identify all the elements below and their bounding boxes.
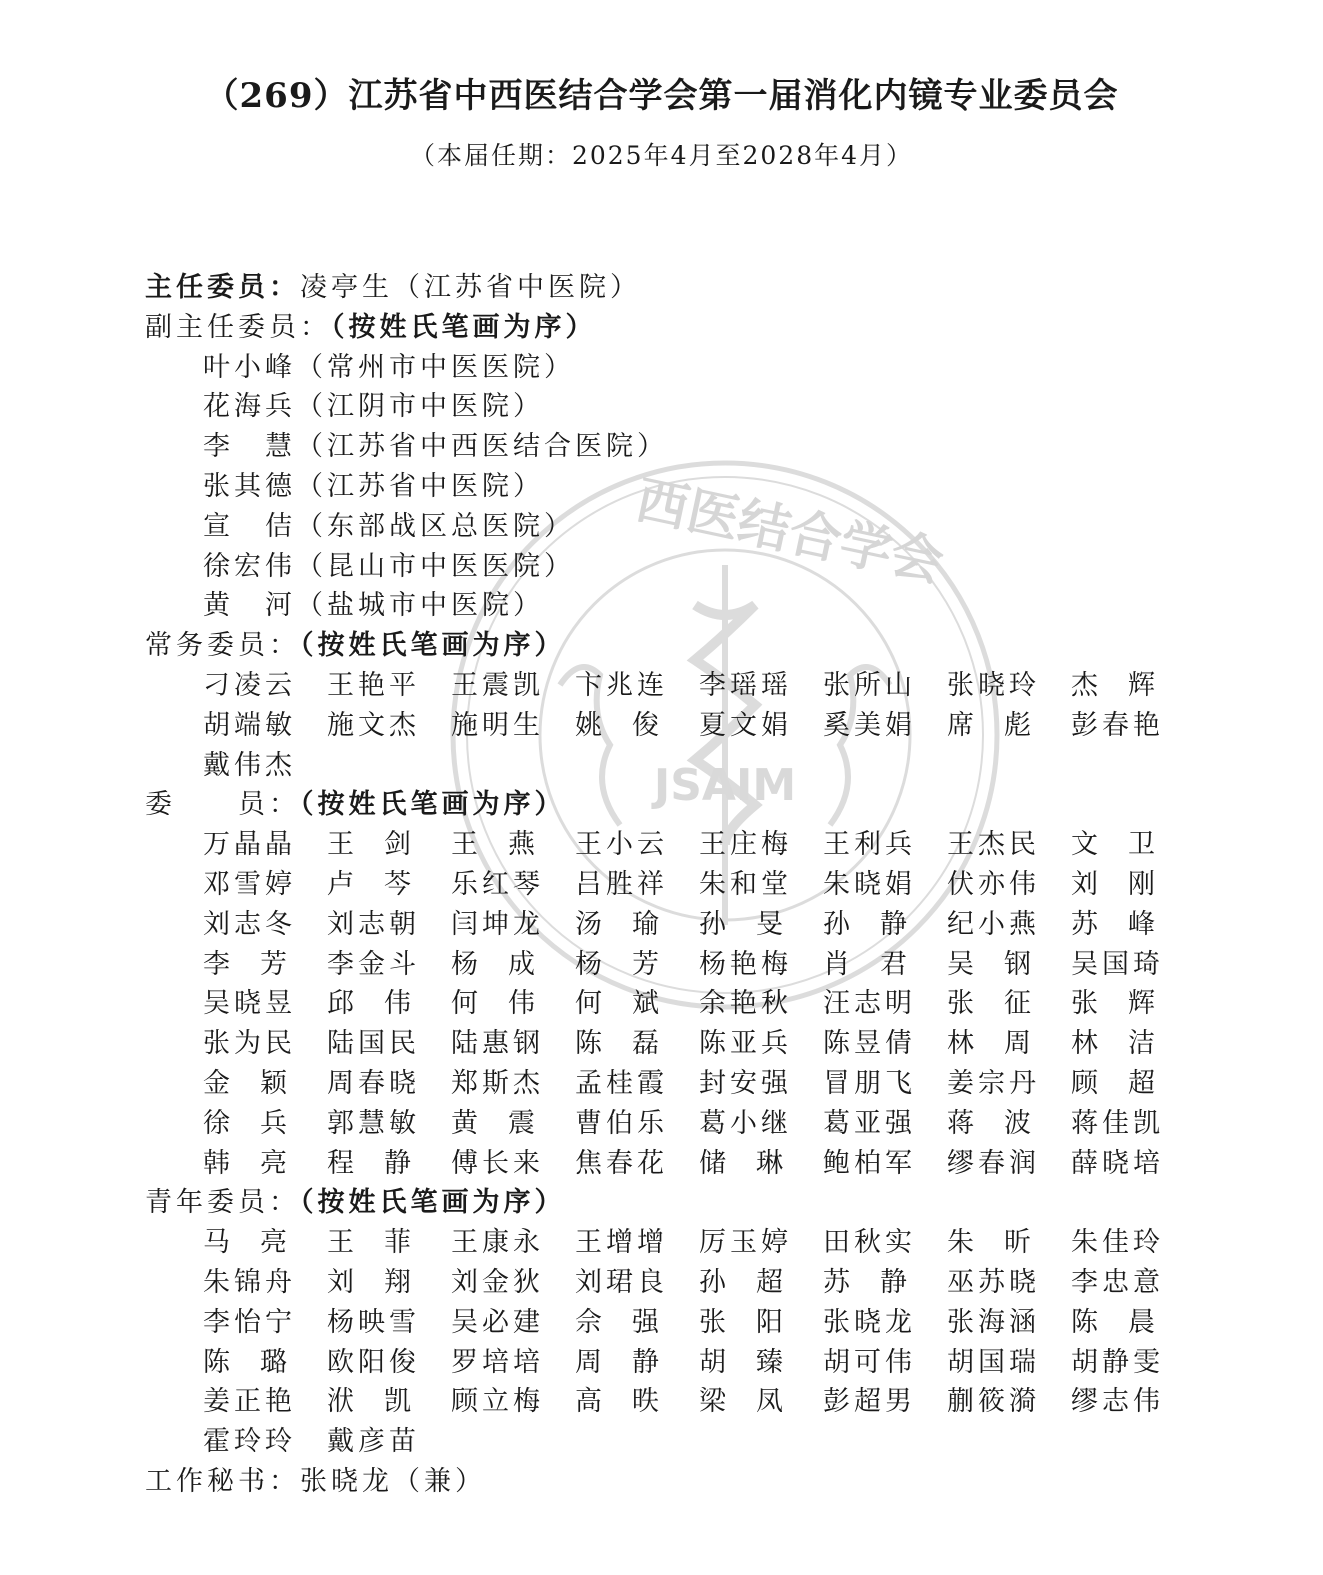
seal-abbr: JSAIM [653,760,797,811]
members-name: 蒋 佳 凯 [1071,1107,1164,1139]
youth-name: 刘 珺 良 [575,1266,668,1298]
page-title: （269）江苏省中西医结合学会第一届消化内镜专业委员会 [204,76,1119,116]
members-label: 委 员： [145,789,300,821]
members-name: 邱 伟 [327,988,415,1020]
members-name: 乐 红 琴 [451,868,544,900]
standing-name: 彭 春 艳 [1071,709,1164,741]
members-name: 王 庄 梅 [699,829,792,861]
standing-name: 刁 凌 云 [203,669,296,701]
youth-name: 李 忠 意 [1071,1266,1164,1298]
members-row [203,1064,1205,1104]
secretary-name: 张晓龙 [300,1465,393,1497]
members-name: 王 剑 [327,829,415,861]
members-name: 纪 小 燕 [947,908,1040,940]
members-name: 焦 春 花 [575,1147,668,1179]
members-name: 刘 刚 [1071,868,1159,900]
youth-row [203,1303,1205,1343]
members-name: 陈 昱 倩 [823,1028,916,1060]
youth-name: 厉 玉 婷 [699,1227,792,1259]
members-name: 孙 旻 [699,908,787,940]
members-row [203,825,1205,865]
vice-chair-name: 叶小峰 [203,351,296,383]
chair-label: 主任委员： [145,272,300,303]
standing-label: 常务委员： [145,630,300,662]
youth-name: 王 增 增 [575,1227,668,1259]
members-name: 林 洁 [1071,1028,1159,1060]
standing-grid [145,666,1205,785]
members-name: 刘 志 冬 [203,908,296,940]
youth-name: 苏 静 [823,1266,911,1298]
standing-name: 奚 美 娟 [823,709,916,741]
youth-name: 佘 强 [575,1306,663,1338]
vice-chair-name: 黄 河 [203,590,296,622]
members-row [203,984,1205,1024]
members-name: 金 颖 [203,1067,291,1099]
members-name: 冒 朋 飞 [823,1067,916,1099]
youth-name: 陈 晨 [1071,1306,1159,1338]
members-name: 徐 兵 [203,1107,291,1139]
youth-row [203,1382,1205,1422]
youth-name: 周 静 [575,1346,663,1378]
standing-name: 杰 辉 [1071,669,1159,701]
members-name: 傅 长 来 [451,1147,544,1179]
youth-name: 高 昳 [575,1386,663,1418]
youth-name: 欧 阳 俊 [327,1346,420,1378]
secretary-note: （兼） [393,1465,486,1497]
members-row [203,1024,1205,1064]
standing-name: 戴 伟 杰 [203,749,296,781]
youth-name: 罗 培 培 [451,1346,544,1378]
secretary-label: 工作秘书： [145,1465,300,1497]
members-name: 杨 芳 [575,948,663,980]
standing-row [203,706,1205,746]
members-row [203,865,1205,905]
members-name: 伏 亦 伟 [947,868,1040,900]
members-name: 缪 春 润 [947,1147,1040,1179]
vice-chair-org: （江阴市中医院） [296,391,544,423]
members-row [203,1104,1205,1144]
members-name: 万 晶 晶 [203,829,296,861]
members-name: 储 琳 [699,1147,787,1179]
members-name: 王 燕 [451,829,539,861]
youth-row [203,1343,1205,1383]
youth-name: 胡 国 瑞 [947,1346,1040,1378]
youth-row [203,1422,1205,1462]
members-name: 邓 雪 婷 [203,868,296,900]
standing-name: 施 明 生 [451,709,544,741]
members-note: （按姓氏笔画为序） [300,789,566,821]
vice-chair-name: 宣 佶 [203,510,296,542]
committee-list [145,268,1205,1502]
members-name: 姜 宗 丹 [947,1067,1040,1099]
secretary-line [145,1462,1205,1502]
standing-row [203,746,1205,786]
members-name: 周 春 晓 [327,1067,420,1099]
youth-name: 陈 璐 [203,1346,291,1378]
members-name: 鲍 柏 军 [823,1147,916,1179]
members-name: 吕 胜 祥 [575,868,668,900]
members-row [203,945,1205,985]
vice-chair-org: （昆山市中医医院） [296,550,575,582]
members-name: 刘 志 朝 [327,908,420,940]
youth-name: 戴 彦 苗 [327,1426,420,1458]
vice-chair-item [145,427,1205,467]
vice-chair-label: 副主任委员： [145,311,331,343]
members-name: 朱 和 堂 [699,868,792,900]
youth-name: 朱 昕 [947,1227,1035,1259]
vice-chair-note: （按姓氏笔画为序） [331,311,597,343]
members-name: 杨 艳 梅 [699,948,792,980]
members-name: 何 斌 [575,988,663,1020]
standing-name: 李 瑶 瑶 [699,669,792,701]
vice-chair-name: 徐宏伟 [203,550,296,582]
members-name: 封 安 强 [699,1067,792,1099]
vice-chair-item [145,507,1205,547]
vice-chair-item [145,467,1205,507]
members-row [203,905,1205,945]
members-name: 王 利 兵 [823,829,916,861]
standing-name: 夏 文 娟 [699,709,792,741]
youth-name: 巫 苏 晓 [947,1266,1040,1298]
vice-chair-org: （常州市中医医院） [296,351,575,383]
members-name: 黄 震 [451,1107,539,1139]
youth-name: 张 阳 [699,1306,787,1338]
members-name: 王 小 云 [575,829,668,861]
members-name: 郑 斯 杰 [451,1067,544,1099]
youth-grid [145,1223,1205,1462]
youth-name: 梁 凤 [699,1386,787,1418]
members-name: 闫 坤 龙 [451,908,544,940]
standing-row [203,666,1205,706]
members-name: 吴 钢 [947,948,1035,980]
youth-name: 朱 佳 玲 [1071,1227,1164,1259]
youth-name: 吴 必 建 [451,1306,544,1338]
members-grid [145,825,1205,1183]
vice-chair-item [145,586,1205,626]
members-name: 蒋 波 [947,1107,1035,1139]
youth-name: 刘 金 狄 [451,1266,544,1298]
youth-name: 马 亮 [203,1227,291,1259]
standing-heading [145,626,1205,666]
standing-name: 胡 端 敏 [203,709,296,741]
youth-row [203,1223,1205,1263]
members-name: 杨 成 [451,948,539,980]
members-name: 汤 瑜 [575,908,663,940]
youth-name: 孙 超 [699,1266,787,1298]
standing-name: 席 彪 [947,709,1035,741]
members-name: 孙 静 [823,908,911,940]
vice-chair-org: （江苏省中西医结合医院） [296,431,668,463]
youth-name: 朱 锦 舟 [203,1266,296,1298]
members-name: 吴 晓 昱 [203,988,296,1020]
vice-chair-heading [145,308,1205,348]
youth-name: 胡 可 伟 [823,1346,916,1378]
seal-text: 西医结合学会 [630,470,949,594]
standing-name: 施 文 杰 [327,709,420,741]
youth-name: 蒯 筱 漪 [947,1386,1040,1418]
chair-name: 凌亭生 [300,272,393,303]
vice-chair-name: 花海兵 [203,391,296,423]
youth-name: 李 怡 宁 [203,1306,296,1338]
members-name: 苏 峰 [1071,908,1159,940]
members-name: 张 辉 [1071,988,1159,1020]
members-name: 朱 晓 娟 [823,868,916,900]
chair-line [145,268,1205,308]
youth-name: 王 菲 [327,1227,415,1259]
vice-chair-list [145,348,1205,627]
members-name: 陈 磊 [575,1028,663,1060]
members-name: 陈 亚 兵 [699,1028,792,1060]
members-name: 陆 国 民 [327,1028,420,1060]
standing-name: 姚 俊 [575,709,663,741]
members-name: 汪 志 明 [823,988,916,1020]
youth-name: 顾 立 梅 [451,1386,544,1418]
members-name: 卢 芩 [327,868,415,900]
chair-org: （江苏省中医院） [393,272,641,303]
vice-chair-item [145,547,1205,587]
youth-name: 刘 翔 [327,1266,415,1298]
youth-name: 田 秋 实 [823,1227,916,1259]
members-name: 孟 桂 霞 [575,1067,668,1099]
youth-name: 张 晓 龙 [823,1306,916,1338]
members-heading [145,785,1205,825]
vice-chair-name: 张其德 [203,470,296,502]
members-name: 郭 慧 敏 [327,1107,420,1139]
youth-note: （按姓氏笔画为序） [300,1187,566,1219]
youth-name: 姜 正 艳 [203,1386,296,1418]
members-name: 曹 伯 乐 [575,1107,668,1139]
members-name: 葛 亚 强 [823,1107,916,1139]
members-row [203,1144,1205,1184]
youth-name: 张 海 涵 [947,1306,1040,1338]
youth-name: 胡 臻 [699,1346,787,1378]
members-name: 林 周 [947,1028,1035,1060]
vice-chair-item [145,348,1205,388]
standing-name: 张 晓 玲 [947,669,1040,701]
members-name: 张 征 [947,988,1035,1020]
youth-row [203,1263,1205,1303]
members-name: 程 静 [327,1147,415,1179]
youth-label: 青年委员： [145,1187,300,1219]
vice-chair-item [145,387,1205,427]
members-name: 陆 惠 钢 [451,1028,544,1060]
vice-chair-org: （盐城市中医院） [296,590,544,622]
youth-name: 霍 玲 玲 [203,1426,296,1458]
youth-name: 缪 志 伟 [1071,1386,1164,1418]
standing-name: 卞 兆 连 [575,669,668,701]
members-name: 文 卫 [1071,829,1159,861]
youth-name: 王 康 永 [451,1227,544,1259]
vice-chair-name: 李 慧 [203,431,296,463]
youth-name: 杨 映 雪 [327,1306,420,1338]
members-name: 吴 国 琦 [1071,948,1164,980]
members-name: 何 伟 [451,988,539,1020]
members-name: 王 杰 民 [947,829,1040,861]
members-name: 余 艳 秋 [699,988,792,1020]
term-subtitle: （本届任期：2025年4月至2028年4月） [409,141,914,170]
youth-name: 洑 凯 [327,1386,415,1418]
vice-chair-org: （江苏省中医院） [296,470,544,502]
standing-name: 王 艳 平 [327,669,420,701]
standing-note: （按姓氏笔画为序） [300,630,566,662]
standing-name: 张 所 山 [823,669,916,701]
youth-heading [145,1183,1205,1223]
members-name: 葛 小 继 [699,1107,792,1139]
members-name: 李 金 斗 [327,948,420,980]
members-name: 李 芳 [203,948,291,980]
members-name: 肖 君 [823,948,911,980]
youth-name: 胡 静 雯 [1071,1346,1164,1378]
members-name: 韩 亮 [203,1147,291,1179]
standing-name: 王 震 凯 [451,669,544,701]
members-name: 张 为 民 [203,1028,296,1060]
vice-chair-org: （东部战区总医院） [296,510,575,542]
members-name: 顾 超 [1071,1067,1159,1099]
youth-name: 彭 超 男 [823,1386,916,1418]
members-name: 薛 晓 培 [1071,1147,1164,1179]
